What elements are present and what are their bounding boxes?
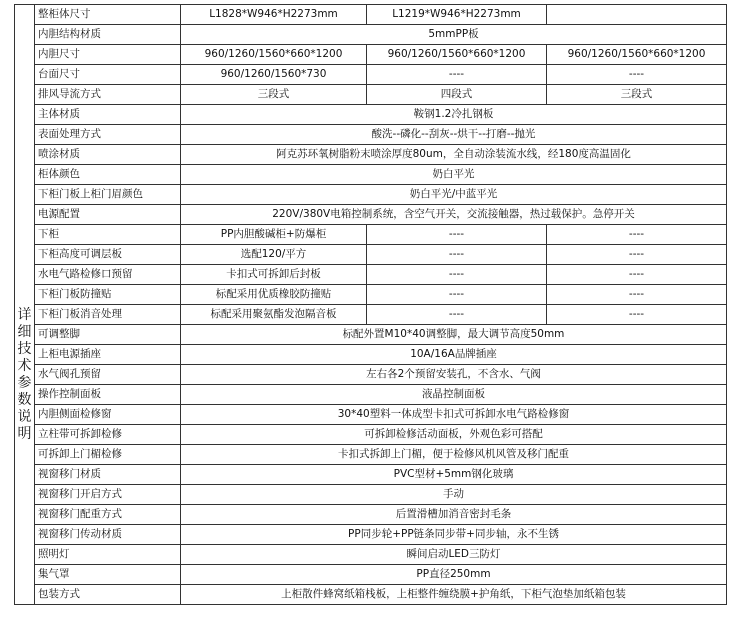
- row-value: 卡扣式拆卸上门楣，便于检修风机风管及移门配重: [181, 445, 727, 465]
- table-row: [15, 265, 727, 285]
- row-value: PVC型材+5mm钢化玻璃: [181, 465, 727, 485]
- side-label-char: 技: [17, 340, 32, 357]
- row-value: ----: [367, 225, 547, 245]
- row-value: 左右各2个预留安装孔，不含水、气阀: [181, 365, 727, 385]
- table-row: [15, 225, 727, 245]
- row-value: 酸洗--磷化--刮灰--烘干--打磨--抛光: [181, 125, 727, 145]
- side-label-char: 数: [17, 391, 32, 408]
- side-label: [15, 5, 35, 605]
- row-label: 视窗移门传动材质: [35, 525, 181, 545]
- row-label: 集气罩: [35, 565, 181, 585]
- table-row: [15, 125, 727, 145]
- row-label: 整柜体尺寸: [35, 5, 181, 25]
- table-row: [15, 465, 727, 485]
- row-value: 三段式: [181, 85, 367, 105]
- row-value: ----: [367, 245, 547, 265]
- table-row: [15, 165, 727, 185]
- row-value: 选配120/平方: [181, 245, 367, 265]
- table-row: [15, 485, 727, 505]
- row-label: 下柜门板防撞贴: [35, 285, 181, 305]
- row-value: 30*40塑料一体成型卡扣式可拆卸水电气路检修窗: [181, 405, 727, 425]
- row-label: 上柜电源插座: [35, 345, 181, 365]
- row-value: 液晶控制面板: [181, 385, 727, 405]
- row-value: ----: [547, 265, 727, 285]
- row-label: 包装方式: [35, 585, 181, 605]
- row-value: 手动: [181, 485, 727, 505]
- table-row: [15, 565, 727, 585]
- row-label: 水电气路检修口预留: [35, 265, 181, 285]
- table-row: [15, 105, 727, 125]
- row-label: 柜体颜色: [35, 165, 181, 185]
- row-value: 10A/16A品牌插座: [181, 345, 727, 365]
- row-value: 瞬间启动LED三防灯: [181, 545, 727, 565]
- spec-table-container: [14, 4, 727, 605]
- table-row: [15, 545, 727, 565]
- table-row: [15, 85, 727, 105]
- side-label-char: 术: [17, 357, 32, 374]
- row-label: 视窗移门配重方式: [35, 505, 181, 525]
- row-value: 5mmPP板: [181, 25, 727, 45]
- row-label: 可调整脚: [35, 325, 181, 345]
- row-value: 阿克苏环氧树脂粉末喷涂厚度80um，全自动涂装流水线，经180度高温固化: [181, 145, 727, 165]
- row-value: ----: [367, 65, 547, 85]
- side-label-char: 说: [17, 408, 32, 425]
- row-value: 标配采用聚氨酯发泡隔音板: [181, 305, 367, 325]
- row-label: 台面尺寸: [35, 65, 181, 85]
- row-value: 可拆卸检修活动面板，外观色彩可搭配: [181, 425, 727, 445]
- row-label: 内胆尺寸: [35, 45, 181, 65]
- table-row: [15, 445, 727, 465]
- spec-table: [14, 4, 727, 605]
- table-row: [15, 145, 727, 165]
- side-label-char: 参: [17, 374, 32, 391]
- row-value: PP同步轮+PP链条同步带+同步轴，永不生锈: [181, 525, 727, 545]
- row-label: 照明灯: [35, 545, 181, 565]
- row-label: 操作控制面板: [35, 385, 181, 405]
- row-value: 卡扣式可拆卸后封板: [181, 265, 367, 285]
- spec-table-body: [15, 5, 727, 605]
- row-label: 排风导流方式: [35, 85, 181, 105]
- row-value: 奶白平光/中蓝平光: [181, 185, 727, 205]
- row-label: 下柜: [35, 225, 181, 245]
- table-row: [15, 385, 727, 405]
- table-row: [15, 345, 727, 365]
- row-value: 后置滑槽加消音密封毛条: [181, 505, 727, 525]
- row-label: 喷涂材质: [35, 145, 181, 165]
- row-value: L1219*W946*H2273mm: [367, 5, 547, 25]
- side-label-char: 细: [17, 323, 32, 340]
- table-row: [15, 205, 727, 225]
- table-row: [15, 65, 727, 85]
- row-value: 220V/380V电箱控制系统，含空气开关，交流接触器，热过载保护。急停开关: [181, 205, 727, 225]
- table-row: [15, 245, 727, 265]
- table-row: [15, 505, 727, 525]
- row-value: 标配外置M10*40调整脚，最大调节高度50mm: [181, 325, 727, 345]
- table-row: [15, 285, 727, 305]
- row-value: L1828*W946*H2273mm: [181, 5, 367, 25]
- row-value: 960/1260/1560*660*1200: [181, 45, 367, 65]
- row-label: 立柱带可拆卸检修: [35, 425, 181, 445]
- row-value: [547, 5, 727, 25]
- row-label: 内胆侧面检修窗: [35, 405, 181, 425]
- row-value: ----: [367, 265, 547, 285]
- row-label: 下柜门板上柜门眉颜色: [35, 185, 181, 205]
- table-row: [15, 585, 727, 605]
- table-row: [15, 5, 727, 25]
- row-value: ----: [547, 65, 727, 85]
- row-value: 上柜散件蜂窝纸箱栈板，上柜整件缠绕膜+护角纸，下柜气泡垫加纸箱包装: [181, 585, 727, 605]
- row-value: 四段式: [367, 85, 547, 105]
- table-row: [15, 325, 727, 345]
- row-value: 960/1260/1560*730: [181, 65, 367, 85]
- table-row: [15, 185, 727, 205]
- row-value: 标配采用优质橡胶防撞贴: [181, 285, 367, 305]
- row-label: 水气阀孔预留: [35, 365, 181, 385]
- row-value: ----: [367, 305, 547, 325]
- table-row: [15, 45, 727, 65]
- row-value: ----: [547, 245, 727, 265]
- table-row: [15, 425, 727, 445]
- row-value: ----: [547, 225, 727, 245]
- row-value: 奶白平光: [181, 165, 727, 185]
- table-row: [15, 405, 727, 425]
- row-label: 视窗移门材质: [35, 465, 181, 485]
- row-label: 表面处理方式: [35, 125, 181, 145]
- row-value: 960/1260/1560*660*1200: [367, 45, 547, 65]
- row-value: PP内胆酸碱柜+防爆柜: [181, 225, 367, 245]
- row-value: 鞍钢1.2冷扎钢板: [181, 105, 727, 125]
- row-value: ----: [547, 305, 727, 325]
- row-value: 三段式: [547, 85, 727, 105]
- side-label-char: 详: [17, 306, 32, 323]
- row-label: 主体材质: [35, 105, 181, 125]
- row-value: ----: [367, 285, 547, 305]
- table-row: [15, 25, 727, 45]
- row-label: 可拆卸上门楣检修: [35, 445, 181, 465]
- row-value: ----: [547, 285, 727, 305]
- table-row: [15, 305, 727, 325]
- side-label-char: 明: [17, 425, 32, 442]
- row-value: PP直径250mm: [181, 565, 727, 585]
- table-row: [15, 525, 727, 545]
- row-label: 视窗移门开启方式: [35, 485, 181, 505]
- row-label: 电源配置: [35, 205, 181, 225]
- row-label: 下柜高度可调层板: [35, 245, 181, 265]
- row-label: 下柜门板消音处理: [35, 305, 181, 325]
- row-value: 960/1260/1560*660*1200: [547, 45, 727, 65]
- table-row: [15, 365, 727, 385]
- row-label: 内胆结构材质: [35, 25, 181, 45]
